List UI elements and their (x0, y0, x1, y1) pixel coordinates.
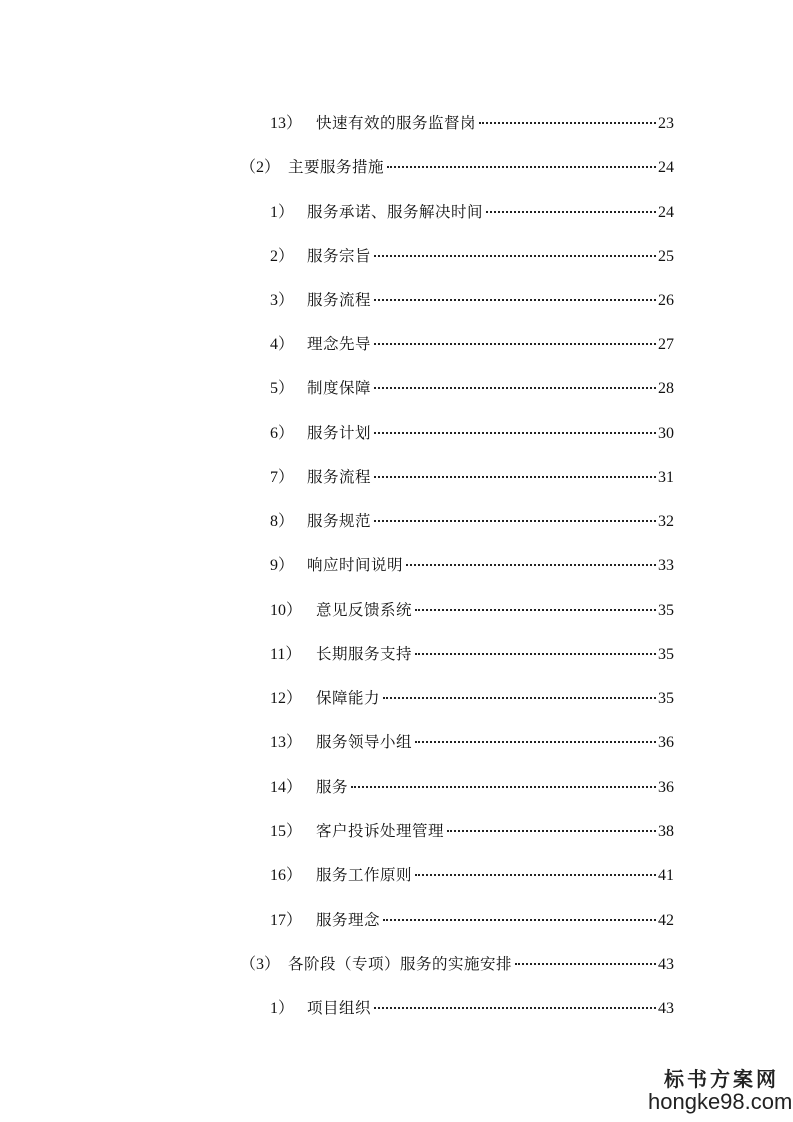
toc-entry-number: 13） (270, 734, 303, 751)
toc-entry[interactable] (270, 683, 674, 707)
toc-entry-number: 15） (270, 823, 303, 840)
toc-entry-title: 意见反馈系统 (316, 601, 413, 619)
toc-entry-number: 8） (270, 513, 295, 530)
toc-entry[interactable] (270, 329, 674, 353)
toc-entry[interactable] (270, 108, 674, 132)
toc-entry-number: 17） (270, 912, 303, 929)
toc-entry-title: 服务工作原则 (316, 866, 413, 884)
dot-leader (374, 993, 656, 1013)
toc-entry-number: 1） (270, 1000, 295, 1017)
toc-entry-page: 25 (658, 248, 674, 265)
dot-leader (415, 595, 656, 615)
toc-section[interactable] (240, 152, 674, 176)
toc-entry[interactable] (270, 727, 674, 751)
toc-entry-page: 35 (658, 646, 674, 663)
toc-entry[interactable] (270, 860, 674, 884)
toc-section-title: 各阶段（专项）服务的实施安排 (288, 955, 513, 973)
toc-entry-number: 2） (270, 248, 295, 265)
toc-entry-title: 保障能力 (316, 689, 381, 707)
toc-entry[interactable] (270, 285, 674, 309)
toc-entry[interactable] (270, 418, 674, 442)
toc-entry[interactable] (270, 462, 674, 486)
toc-entry-page: 23 (658, 115, 674, 132)
toc-entry-page: 33 (658, 557, 674, 574)
toc-entry-number: 7） (270, 469, 295, 486)
dot-leader (479, 108, 656, 128)
toc-entry-page: 38 (658, 823, 674, 840)
toc-entry-number: 10） (270, 602, 303, 619)
toc-entry-page: 41 (658, 867, 674, 884)
toc-entry-title: 项目组织 (307, 999, 372, 1017)
dot-leader (374, 462, 656, 482)
toc-entry-page: 24 (658, 204, 674, 221)
toc-entry-number: 6） (270, 425, 295, 442)
toc-entry[interactable] (270, 506, 674, 530)
toc-entry-page: 43 (658, 1000, 674, 1017)
toc-entry-number: 14） (270, 779, 303, 796)
toc-entry-number: 11） (270, 646, 302, 663)
toc-entry-page: 27 (658, 336, 674, 353)
watermark-name: 标书方案网 (664, 1067, 779, 1091)
toc-entry-title: 服务宗旨 (307, 247, 372, 265)
toc-entry-page: 42 (658, 912, 674, 929)
toc-entry[interactable] (270, 373, 674, 397)
toc-section[interactable] (240, 949, 674, 973)
dot-leader (383, 905, 656, 925)
dot-leader (351, 772, 656, 792)
toc-entry[interactable] (270, 197, 674, 221)
dot-leader (415, 727, 656, 747)
site-watermark (648, 1063, 793, 1119)
dot-leader (374, 329, 656, 349)
toc-entry[interactable] (270, 816, 674, 840)
toc-entry[interactable] (270, 595, 674, 619)
dot-leader (374, 373, 656, 393)
dot-leader (374, 241, 656, 261)
toc-entry-number: 16） (270, 867, 303, 884)
toc-entry-title: 服务承诺、服务解决时间 (307, 203, 484, 221)
toc-entry[interactable] (270, 639, 674, 663)
toc-entry-title: 服务 (316, 778, 349, 796)
toc-section-page: 43 (658, 956, 674, 973)
toc-entry[interactable] (270, 772, 674, 796)
toc-entry-number: 1） (270, 204, 295, 221)
toc-entry-title: 长期服务支持 (316, 645, 413, 663)
toc-entry-title: 服务理念 (316, 911, 381, 929)
dot-leader (374, 285, 656, 305)
toc-entry-page: 32 (658, 513, 674, 530)
watermark-domain: hongke98.com (648, 1089, 793, 1114)
dot-leader (383, 683, 656, 703)
toc-entry[interactable] (270, 905, 674, 929)
toc-section-title: 主要服务措施 (288, 158, 385, 176)
toc-entry[interactable] (270, 241, 674, 265)
toc-entry-title: 客户投诉处理管理 (316, 822, 445, 840)
toc-entry-title: 服务规范 (307, 512, 372, 530)
toc-entry-title: 服务流程 (307, 291, 372, 309)
dot-leader (387, 152, 656, 172)
toc-entry-title: 服务计划 (307, 424, 372, 442)
dot-leader (415, 860, 656, 880)
toc-entry-page: 36 (658, 734, 674, 751)
toc-entry-title: 服务领导小组 (316, 733, 413, 751)
toc-entry-title: 服务流程 (307, 468, 372, 486)
toc-entry-page: 31 (658, 469, 674, 486)
dot-leader (406, 550, 656, 570)
toc-section-number: （2） (240, 159, 281, 176)
toc-entry[interactable] (270, 993, 674, 1017)
toc-entry-title: 制度保障 (307, 379, 372, 397)
toc-entry[interactable] (270, 550, 674, 574)
toc-section-number: （3） (240, 956, 281, 973)
dot-leader (415, 639, 656, 659)
dot-leader (374, 506, 656, 526)
toc-entry-page: 36 (658, 779, 674, 796)
toc-entry-page: 35 (658, 602, 674, 619)
toc-entry-number: 5） (270, 380, 295, 397)
dot-leader (374, 418, 656, 438)
toc-entry-number: 9） (270, 557, 295, 574)
toc-entry-number: 4） (270, 336, 295, 353)
toc-entry-number: 12） (270, 690, 303, 707)
toc-entry-title: 快速有效的服务监督岗 (316, 114, 477, 132)
toc-entry-number: 13） (270, 115, 303, 132)
toc-entry-page: 28 (658, 380, 674, 397)
dot-leader (486, 197, 656, 217)
toc-entry-title: 响应时间说明 (307, 556, 404, 574)
toc-entry-title: 理念先导 (307, 335, 372, 353)
toc-section-page: 24 (658, 159, 674, 176)
toc-entry-number: 3） (270, 292, 295, 309)
dot-leader (515, 949, 656, 969)
toc-entry-page: 35 (658, 690, 674, 707)
toc-entry-page: 30 (658, 425, 674, 442)
dot-leader (447, 816, 656, 836)
toc-entry-page: 26 (658, 292, 674, 309)
